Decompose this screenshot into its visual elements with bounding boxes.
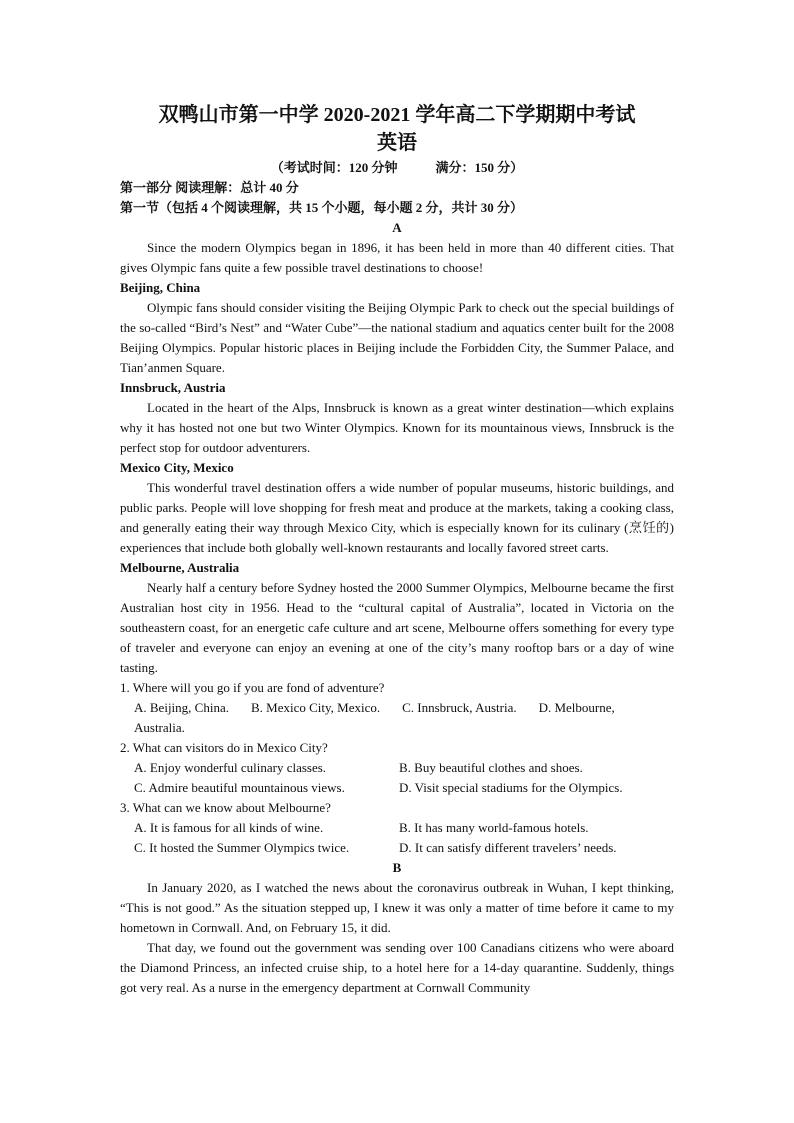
option: C. It hosted the Summer Olympics twice. [134,840,350,855]
question-stem: 2. What can visitors do in Mexico City? [120,740,328,755]
question-options [120,698,674,738]
option: A. Beijing, China. [134,700,229,715]
exam-score: 满分：150 分） [435,160,524,175]
passage-a-letter: A [392,220,402,235]
exam-page [120,100,674,998]
question-options [120,818,674,858]
exam-meta [120,158,674,178]
city-paragraph: Nearly half a century before Sydney hosted the 2000 Summer Olympics, Melbourne became the first Australian host city in 1956. Head to the “cultural capital of Australia”, located in Victoria on the southeastern coast, for an energetic cafe culture and art scene, Melbourne offers something for every type of traveler and everyone can enjoy an evening at one of the city’s many rooftop bars or a day of wine tasting. [120,580,674,675]
city-paragraph: This wonderful travel destination offers a wide number of popular museums, historic buildings, and public parks. People will love shopping for fresh meat and produce at the markets, taking a cooking class, and generally eating their way through Mexico City, which is especially known for its culinary (烹饪的) experiences that include both globally well-known restaurants and locally favored street carts. [120,480,674,555]
passage-b-paragraph: That day, we found out the government was sending over 100 Canadians citizens who were aboard the Diamond Princess, an infected cruise ship, to a hotel here for a 14-day quarantine. Suddenly, things got very real. As a nurse in the emergency department at Cornwall Community [120,940,674,995]
option: A. Enjoy wonderful culinary classes. [134,760,327,775]
passage-a-intro: Since the modern Olympics began in 1896, it has been held in more than 40 different cities. That gives Olympic fans quite a few possible travel destinations to choose! [120,240,674,275]
question-options [120,758,674,798]
passage-b-paragraph: In January 2020, as I watched the news about the coronavirus outbreak in Wuhan, I kept thinking, “This is not good.” As the situation stepped up, I knew it was only a matter of time before it came to my hometown in Cornwall. And, on February 15, it did. [120,880,674,935]
option: D. Melbourne, Australia. [134,700,615,735]
option: A. It is famous for all kinds of wine. [134,820,324,835]
section-heading: 第一节（包括 4 个阅读理解，共 15 个小题，每小题 2 分，共计 30 分） [120,200,524,215]
exam-title: 双鸭山市第一中学 2020-2021 学年高二下学期期中考试 [158,104,636,126]
option: B. Mexico City, Mexico. [250,700,381,715]
passage-b-letter: B [392,860,402,875]
option: B. It has many world-famous hotels. [399,820,589,835]
city-paragraph: Located in the heart of the Alps, Innsbruck is known as a great winter destination—which explains why it has hosted not one but two Winter Olympics. Known for its mountainous views, Innsbruck is the perfect stop for outdoor adventurers. [120,400,674,455]
city-heading: Beijing, China [120,280,201,295]
city-heading: Innsbruck, Austria [120,380,226,395]
exam-subject: 英语 [377,132,417,154]
question-stem: 3. What can we know about Melbourne? [120,800,331,815]
option: C. Innsbruck, Austria. [402,700,517,715]
city-paragraph: Olympic fans should consider visiting the Beijing Olympic Park to check out the special buildings of the so-called “Bird’s Nest” and “Water Cube”—the national stadium and aquatics center built for the 2008 Beijing Olympics. Popular historic places in Beijing include the Forbidden City, the Summer Palace, and Tian’anmen Square. [120,300,674,375]
option: D. It can satisfy different travelers’ needs. [399,840,617,855]
question-stem: 1. Where will you go if you are fond of adventure? [120,680,385,695]
option: D. Visit special stadiums for the Olympics. [399,780,623,795]
city-heading: Melbourne, Australia [120,560,240,575]
option: C. Admire beautiful mountainous views. [134,780,345,795]
option: B. Buy beautiful clothes and shoes. [399,760,583,775]
part-heading: 第一部分 阅读理解：总计 40 分 [120,180,299,195]
city-heading: Mexico City, Mexico [120,460,234,475]
exam-time: （考试时间：120 分钟 [270,160,398,175]
